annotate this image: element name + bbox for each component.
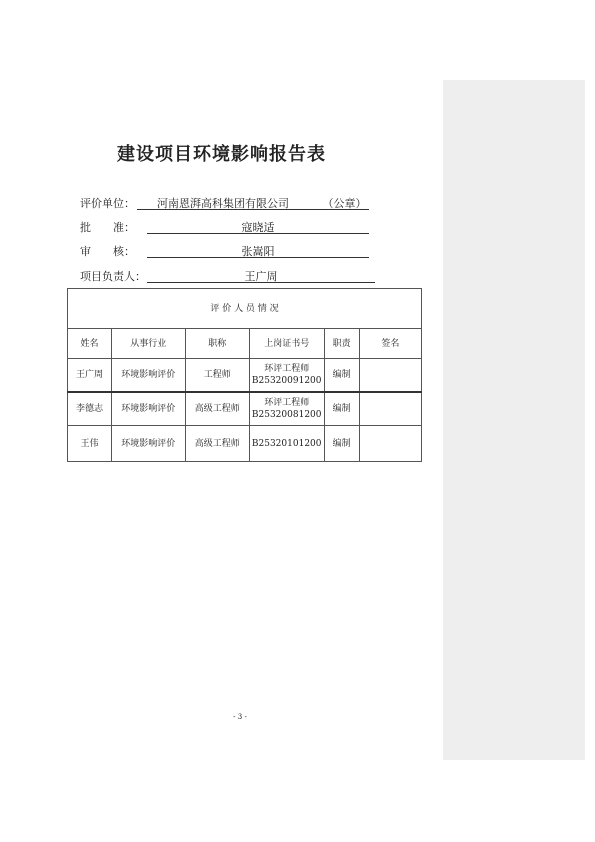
table-caption: 评 价 人 员 情 况 [68,289,422,329]
table-row [68,426,422,462]
cell-sign [359,359,421,392]
evaluator-table [67,288,422,462]
cell-industry: 环境影响评价 [111,426,185,462]
approve-label: 批 准： [80,221,135,234]
review-value: 张嵩阳 [241,245,275,258]
eval-unit-line [137,195,369,210]
cell-sign [359,426,421,462]
cell-industry: 环境影响评价 [111,359,185,392]
approve-line [147,219,369,234]
header-name: 姓名 [68,329,112,359]
review-line [147,243,369,258]
cell-title: 高级工程师 [185,392,249,426]
cell-duty: 编制 [324,359,359,392]
eval-unit-value: 河南恩湃高科集团有限公司 [157,197,289,210]
review-label: 审 核： [80,245,135,258]
table-caption-row [68,289,422,329]
cell-sign [359,392,421,426]
header-title: 职称 [185,329,249,359]
table-row [68,392,422,426]
header-sign: 签名 [359,329,421,359]
approve-value: 寇晓适 [241,221,275,234]
header-cert: 上岗证书号 [249,329,324,359]
cell-cert: B25320101200 [249,426,324,462]
cell-duty: 编制 [324,426,359,462]
cell-cert [249,359,324,392]
leader-label: 项目负责人： [80,270,146,283]
page-number: - 3 - [233,713,247,721]
table-header-row [68,329,422,359]
document-title: 建设项目环境影响报告表 [117,144,326,165]
header-industry: 从事行业 [111,329,185,359]
header-duty: 职责 [324,329,359,359]
leader-value: 王广周 [244,270,278,283]
cert-line1: 环评工程师 [264,363,310,374]
cert-line2: B25320091200 [251,375,322,386]
cert-line2: B25320081200 [251,409,322,420]
cell-cert [249,392,324,426]
seal-label: （公章） [322,197,367,210]
cell-title: 工程师 [185,359,249,392]
leader-line [147,268,375,283]
cell-name: 王伟 [68,426,112,462]
cell-name: 王广周 [68,359,112,392]
eval-unit-label: 评价单位： [80,197,135,210]
cert-line1: 环评工程师 [264,397,310,408]
cell-name: 李德志 [68,392,112,426]
cell-duty: 编制 [324,392,359,426]
cell-industry: 环境影响评价 [111,392,185,426]
side-panel [443,80,585,760]
table-row [68,359,422,392]
cell-title: 高级工程师 [185,426,249,462]
